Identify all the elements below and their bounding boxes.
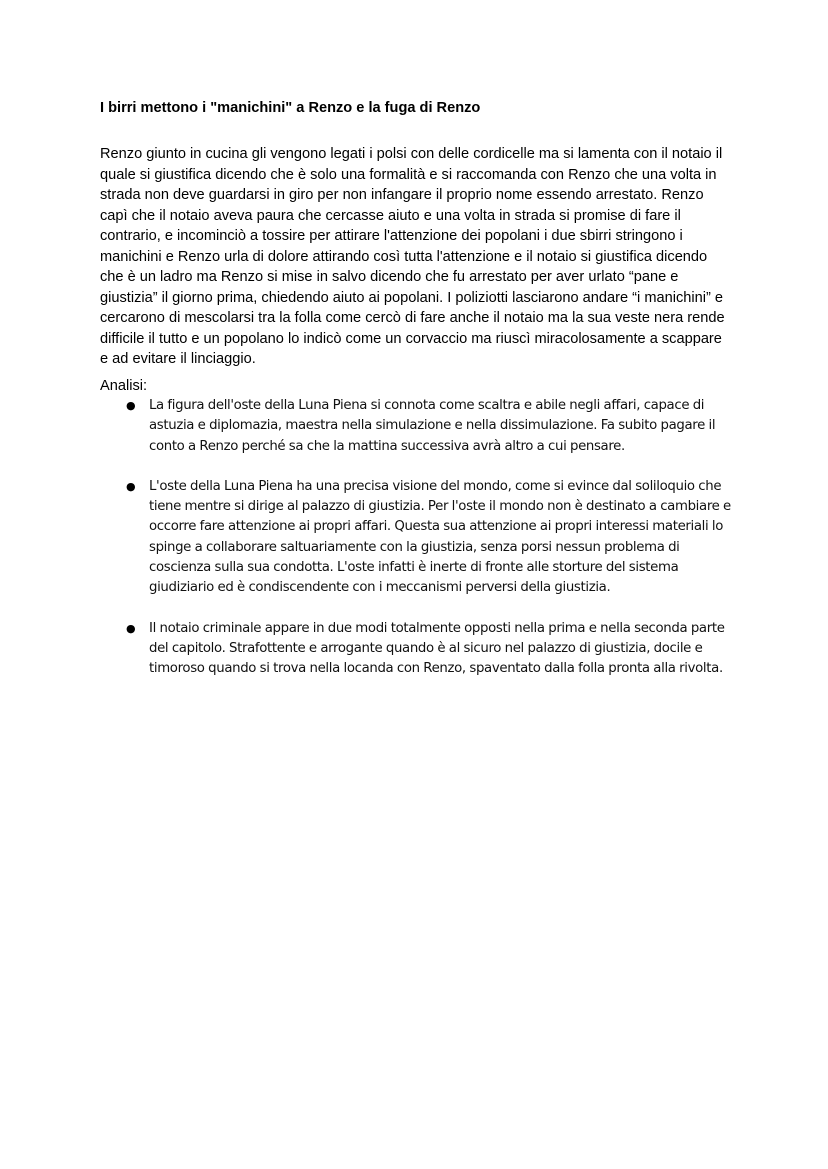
document-title: I birri mettono i "manichini" a Renzo e la fuga di Renzo: [100, 100, 481, 116]
list-item-text: Il notaio criminale appare in due modi totalmente opposti nella prima e nella seconda parte del capitolo. Strafottente e arrogante quando è al sicuro nel palazzo di giustizia, docile e timoroso quando si trova nella locanda con Renzo, spaventato dalla folla pronta alla rivolta.: [149, 620, 725, 677]
list-item: [0, 477, 734, 619]
list-item-text: La figura dell'oste della Luna Piena si connota come scaltra e abile negli affari, capace di astuzia e diplomazia, maestra nella simulazione e nella dissimulazione. Fa subito pagare il conto a Renzo perché sa che la mattina successiva avrà altro a cui pensare.: [149, 398, 716, 454]
bullet-icon: ●: [126, 621, 136, 635]
analysis-list: [0, 396, 828, 700]
list-item: [0, 396, 734, 477]
bullet-icon: ●: [126, 479, 136, 493]
analysis-label: Analisi:: [100, 378, 148, 394]
bullet-icon: ●: [126, 399, 136, 412]
list-item-text: L'oste della Luna Piena ha una precisa visione del mondo, come si evince dal soliloquio che tiene mentre si dirige al palazzo di giustizia. Per l'oste il mondo non è destinato a cambiare e occorre fare attenzione ai propri affari. Questa sua attenzione ai propri interessi materiali lo spinge a collaborare saltuariamente con la giustizia, senza porsi nessun problema di coscienza sulla sua condotta. L'oste infatti è inerte di fronte alle storture del sistema giudiziario ed è condiscendente con i meccanismi perversi della giustizia.: [149, 478, 731, 596]
summary-paragraph: Renzo giunto in cucina gli vengono legati i polsi con delle cordicelle ma si lamenta con il notaio il quale si giustifica dicendo che è solo una formalità e si raccomanda con Renzo che una volta in strada non deve guardarsi in giro per non infangare il proprio nome essendo arrestato. Renzo capì che il notaio aveva paura che cercasse aiuto e una volta in strada si promise di fare il contrario, e incominciò a tossire per attirare l'attenzione dei popolani i due sbirri stringono i manichini e Renzo urla di dolore attirando così tutta l'attenzione e il notaio si giustifica dicendo che è un ladro ma Renzo si mise in salvo dicendo che fu arrestato per aver urlato “pane e giustizia” il giorno prima, chiedendo aiuto ai popolani. I poliziotti lasciarono andare “i manichini” e cercarono di mescolarsi tra la folla come cercò di fare anche il notaio ma la sua veste nera rende difficile il tutto e un popolano lo indicò come un corvaccio ma riuscì miracolosamente a scappare e ad evitare il linciaggio.: [100, 146, 725, 367]
list-item: [0, 619, 734, 700]
